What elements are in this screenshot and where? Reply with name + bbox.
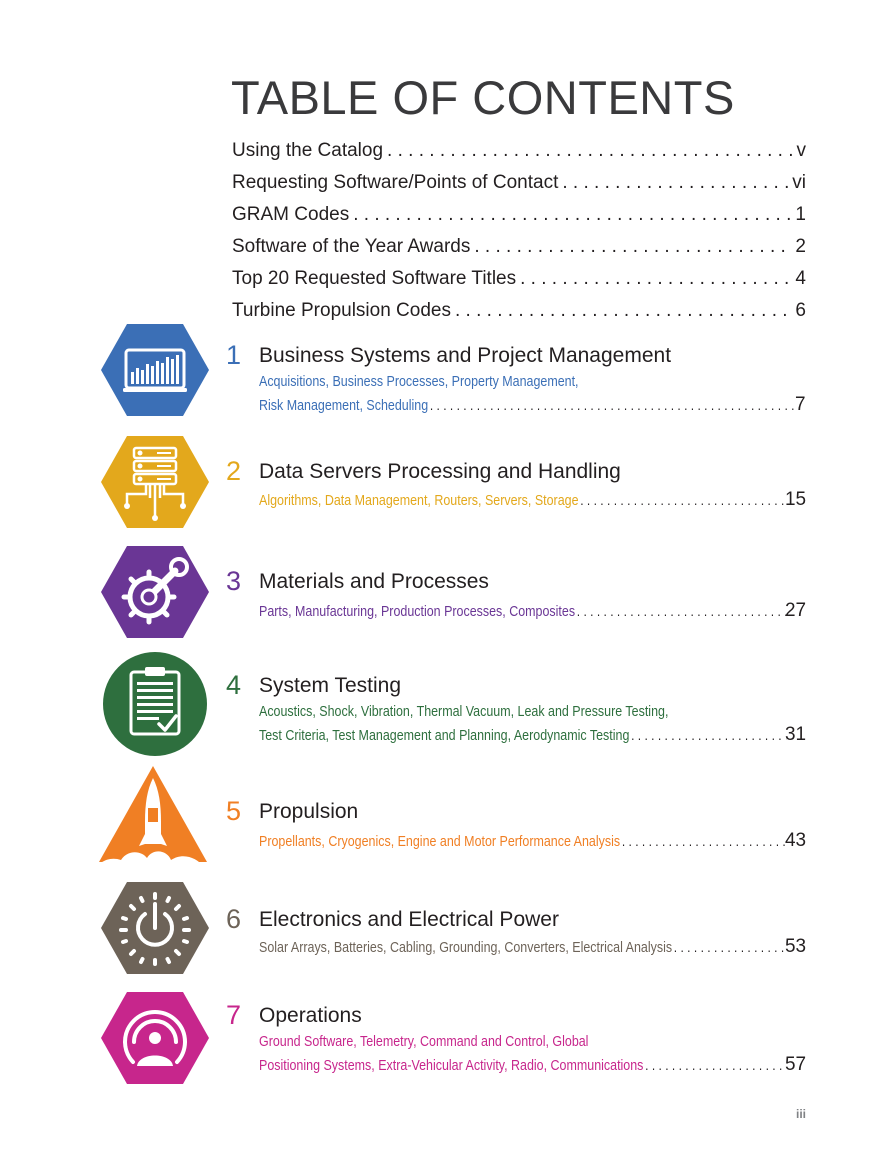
section-topics	[259, 489, 806, 509]
toc-entry-page: 6	[795, 300, 806, 321]
section-title: Propulsion	[259, 800, 359, 823]
section-topics	[259, 600, 806, 620]
topics-line: Test Criteria, Test Management and Planning, Aerodynamic Testing	[259, 728, 630, 744]
dot-leader	[430, 397, 795, 413]
toc-entry-software-year[interactable]	[232, 236, 806, 268]
toc-entry-using-catalog[interactable]	[232, 140, 806, 172]
power-button-icon	[99, 880, 211, 976]
section-page: 15	[784, 489, 806, 510]
toc-entry-label: GRAM Codes	[232, 204, 350, 225]
topics-line: Positioning Systems, Extra-Vehicular Activity, Radio, Communications	[259, 1058, 644, 1074]
monitor-chart-icon	[99, 322, 211, 418]
section-topics	[259, 1034, 806, 1074]
toc-entry-page: 4	[795, 268, 806, 289]
toc-entry-top20[interactable]	[232, 268, 806, 300]
section-topics	[259, 374, 806, 414]
dot-leader	[520, 268, 791, 290]
gear-wrench-icon	[99, 544, 211, 640]
section-number: 6	[226, 904, 242, 934]
toc-entry-gram-codes[interactable]	[232, 204, 806, 236]
section-topics	[259, 936, 806, 956]
topics-line: Acoustics, Shock, Vibration, Thermal Vacuum, Leak and Pressure Testing,	[259, 704, 669, 720]
dot-leader	[387, 140, 792, 162]
section-number: 7	[226, 1000, 242, 1030]
section-page: 57	[784, 1054, 806, 1075]
section-title: Business Systems and Project Management	[259, 344, 672, 367]
dot-leader	[674, 939, 786, 955]
section-number: 2	[226, 456, 242, 486]
toc-entry-label: Turbine Propulsion Codes	[232, 300, 451, 321]
section-number: 5	[226, 796, 242, 826]
section-number: 4	[226, 670, 242, 700]
section-page: 7	[795, 394, 806, 415]
toc-entry-page: 2	[795, 236, 806, 257]
toc-entry-label: Requesting Software/Points of Contact	[232, 172, 559, 193]
section-title: Data Servers Processing and Handling	[259, 460, 621, 483]
dot-leader	[622, 833, 786, 849]
toc-entry-page: 1	[795, 204, 806, 225]
section-page: 53	[784, 936, 806, 957]
dot-leader	[474, 236, 791, 258]
section-page: 43	[784, 830, 806, 851]
page-number: iii	[795, 1107, 806, 1121]
section-page: 31	[784, 724, 806, 745]
toc-entry-label: Using the Catalog	[232, 140, 384, 161]
dot-leader	[455, 300, 791, 322]
section-title: System Testing	[259, 674, 402, 697]
section-title: Operations	[259, 1004, 362, 1027]
section-title: Electronics and Electrical Power	[259, 908, 559, 931]
topics-line: Algorithms, Data Management, Routers, Servers, Storage	[259, 493, 579, 509]
toc-entry-label: Software of the Year Awards	[232, 236, 471, 257]
page-title: TABLE OF CONTENTS	[231, 71, 735, 124]
dot-leader	[577, 603, 786, 619]
section-page: 27	[784, 600, 806, 621]
toc-entry-requesting-software[interactable]	[232, 172, 806, 204]
dot-leader	[580, 492, 786, 508]
rocket-launch-icon	[92, 764, 214, 876]
toc-entry-page: v	[796, 140, 806, 161]
front-matter-list	[232, 140, 806, 332]
server-stack-icon	[99, 434, 211, 530]
dot-leader	[353, 204, 791, 226]
dot-leader	[562, 172, 788, 194]
toc-entry-label: Top 20 Requested Software Titles	[232, 268, 517, 289]
section-number: 3	[226, 566, 242, 596]
section-number: 1	[226, 340, 242, 370]
toc-entry-turbine[interactable]	[232, 300, 806, 332]
clipboard-check-icon	[99, 650, 211, 758]
topics-line: Acquisitions, Business Processes, Property Management,	[259, 374, 579, 390]
topics-line: Propellants, Cryogenics, Engine and Motor Performance Analysis	[259, 834, 621, 850]
dot-leader	[631, 727, 786, 743]
toc-entry-page: vi	[792, 172, 806, 193]
ground-antenna-icon	[99, 990, 211, 1086]
topics-line: Risk Management, Scheduling	[259, 398, 429, 414]
topics-line: Parts, Manufacturing, Production Processes, Composites	[259, 604, 576, 620]
section-topics	[259, 704, 806, 744]
dot-leader	[645, 1057, 786, 1073]
section-topics	[259, 830, 806, 850]
topics-line: Ground Software, Telemetry, Command and Control, Global	[259, 1034, 589, 1050]
topics-line: Solar Arrays, Batteries, Cabling, Grounding, Converters, Electrical Analysis	[259, 940, 673, 956]
section-title: Materials and Processes	[259, 570, 489, 593]
